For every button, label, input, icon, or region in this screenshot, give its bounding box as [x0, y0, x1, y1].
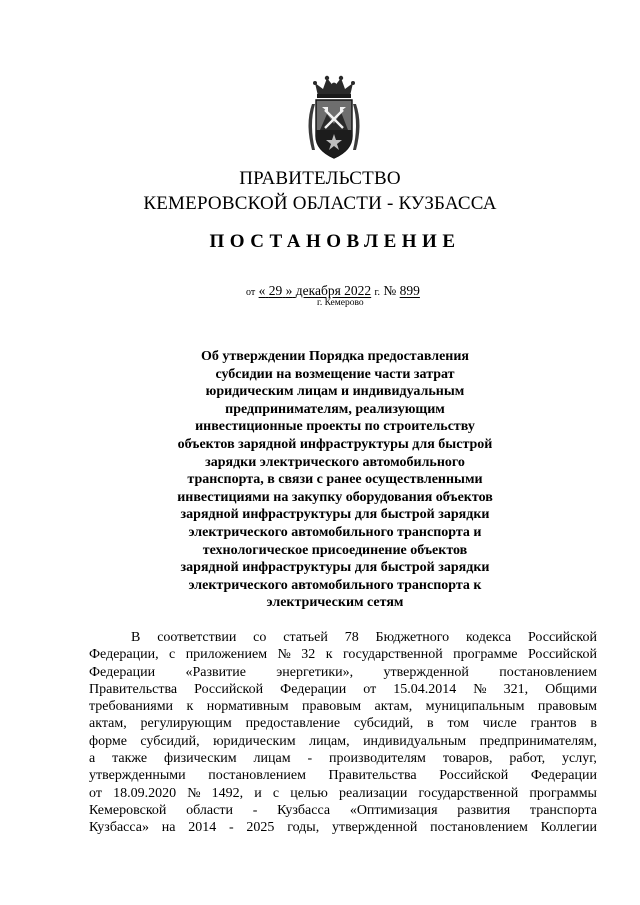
body-line — [89, 819, 597, 836]
body-line — [89, 750, 597, 767]
body-line — [89, 629, 597, 646]
body-word: Правительства — [328, 768, 417, 784]
body-word: и — [254, 785, 262, 801]
title-line: технологическое присоединение объектов — [202, 542, 468, 558]
body-word: 18.09.2020 — [113, 785, 177, 801]
body-word: статьей — [283, 630, 328, 645]
body-word: 321, — [503, 681, 529, 697]
body-word: постановлением — [208, 768, 306, 784]
body-word: субсидий, — [140, 733, 200, 749]
body-word: постановлением — [499, 664, 597, 680]
title-line: юридическим лицам и индивидуальным — [205, 384, 465, 400]
organization-name-line2: КЕМЕРОВСКОЙ ОБЛАСТИ - КУЗБАССА — [143, 193, 497, 214]
body-word: Коллегии — [540, 820, 597, 836]
shield-icon — [316, 100, 352, 158]
title-line: зарядки электрического автомобильного — [205, 454, 465, 470]
title-line: электрического автомобильного транспорта и — [188, 524, 482, 540]
body-word: от — [89, 785, 102, 801]
body-line — [89, 802, 597, 819]
body-word: правовым — [302, 699, 362, 715]
body-word: а — [89, 751, 96, 767]
body-word: Кузбасса» — [89, 820, 149, 836]
body-word: утвержденными — [89, 768, 186, 784]
body-word: транспорта — [529, 802, 597, 818]
body-word: работ, — [509, 751, 546, 767]
body-word: 1492, — [211, 785, 244, 801]
body-word: форме — [89, 733, 127, 749]
date-open-quote: « — [258, 283, 266, 298]
crown-icon — [313, 76, 355, 98]
body-word: постановлением — [430, 820, 528, 836]
body-line — [89, 767, 597, 784]
document-number: 899 — [399, 283, 420, 298]
body-word: В — [131, 630, 141, 645]
body-word: с — [169, 647, 176, 663]
body-word: Российской — [194, 681, 264, 697]
body-word: юридическим — [213, 733, 296, 749]
date-month-year: декабря 2022 — [295, 283, 372, 298]
body-line — [89, 715, 597, 732]
body-line — [89, 733, 597, 750]
body-word: в — [590, 716, 597, 732]
body-word: в — [427, 716, 434, 732]
body-word: на — [161, 820, 176, 836]
body-line — [89, 698, 597, 715]
body-word: государственной — [418, 785, 519, 801]
body-word: том — [447, 716, 469, 732]
document-type-heading: ПОСТАНОВЛЕНИЕ — [209, 231, 461, 252]
body-word: - — [252, 802, 258, 818]
body-word: Федерации — [89, 664, 156, 680]
body-word: 78 — [344, 630, 359, 645]
organization-name-line1: ПРАВИТЕЛЬСТВО — [239, 168, 401, 189]
body-word: № — [187, 785, 201, 801]
title-line: Об утверждении Порядка предоставления — [200, 349, 470, 364]
body-word: государственной — [342, 647, 443, 663]
body-word: «Развитие — [185, 664, 246, 680]
body-word: утвержденной — [331, 820, 418, 836]
body-word: предпринимателям, — [479, 733, 597, 749]
body-paragraph — [89, 629, 597, 837]
body-word: Федерации — [530, 768, 597, 784]
body-word: программе — [453, 647, 518, 663]
title-line: инвестициями на закупку оборудования объектов — [177, 489, 493, 505]
title-line: объектов зарядной инфраструктуры для быстрой — [177, 436, 493, 452]
title-line: зарядной инфраструктуры для быстрой зарядки — [180, 560, 490, 576]
body-word: программы — [529, 785, 597, 801]
body-word: услуг, — [562, 751, 597, 767]
document-title — [172, 348, 498, 612]
body-word: числе — [482, 716, 517, 732]
title-line: субсидии на возмещение части затрат — [215, 366, 455, 382]
body-word: Общими — [545, 681, 597, 697]
body-word: Федерации, — [89, 647, 159, 663]
body-word: утвержденной — [383, 664, 469, 680]
title-line: транспорта, в связи с ранее осуществленными — [187, 472, 483, 488]
body-word: Бюджетного — [375, 630, 450, 645]
body-word: субсидий, — [353, 716, 414, 732]
body-word: соответствии — [157, 630, 237, 645]
body-word: реализации — [338, 785, 408, 801]
date-year-suffix: г. — [374, 287, 381, 298]
body-word: приложением — [185, 647, 268, 663]
body-word: 15.04.2014 — [393, 681, 457, 697]
body-word: Кузбасса — [277, 802, 331, 818]
body-word: № — [277, 647, 291, 663]
title-line: предпринимателям, реализующим — [225, 401, 445, 417]
body-word: кодекса — [466, 630, 512, 645]
body-word: Кемеровской — [89, 802, 167, 818]
body-word: - — [307, 751, 313, 767]
title-line: электрическим сетям — [266, 595, 404, 611]
body-word: с — [272, 785, 280, 801]
body-word: Российской — [527, 647, 597, 663]
body-word: товаров, — [442, 751, 493, 767]
body-word: 2014 — [188, 820, 217, 836]
body-word: развития — [457, 802, 511, 818]
body-word: от — [363, 681, 377, 697]
body-word: к — [325, 647, 333, 663]
body-word: нормативным — [206, 699, 289, 715]
body-word: муниципальным — [425, 699, 525, 715]
body-word: лицам — [253, 751, 291, 767]
body-word: актам, — [374, 699, 413, 715]
date-number-line — [246, 283, 420, 299]
body-word: также — [112, 751, 148, 767]
body-word: лицам, — [309, 733, 350, 749]
body-word: регулирующим — [140, 716, 232, 732]
title-line: инвестиционные проекты по строительству — [195, 419, 475, 435]
body-word: № — [473, 681, 487, 697]
body-word: Федерации — [280, 681, 347, 697]
body-word: актам, — [89, 716, 127, 732]
date-close-quote: » — [285, 283, 293, 298]
body-word: Правительства — [89, 681, 178, 697]
title-line: зарядной инфраструктуры для быстрой зарядки — [180, 507, 490, 523]
body-line — [89, 681, 597, 698]
body-word: индивидуальным — [363, 733, 467, 749]
body-word: со — [253, 630, 267, 645]
body-word: «Оптимизация — [349, 802, 438, 818]
body-word: физическим — [164, 751, 237, 767]
body-word: производителям — [329, 751, 426, 767]
body-word: энергетики», — [276, 664, 354, 680]
body-word: требованиями — [89, 699, 174, 715]
body-word: области — [186, 802, 233, 818]
body-word: правовым — [537, 699, 597, 715]
body-word: 2025 — [246, 820, 275, 836]
body-word: предоставление — [245, 716, 341, 732]
body-word: Российской — [439, 768, 509, 784]
body-word: целью — [290, 785, 328, 801]
body-line — [89, 785, 597, 802]
body-word: годы, — [287, 820, 320, 836]
body-word: Российской — [527, 630, 597, 645]
date-day: 29 — [268, 283, 283, 298]
body-word: 32 — [301, 647, 316, 663]
title-line: электрического автомобильного транспорта к — [188, 577, 482, 593]
number-label: № — [383, 283, 397, 298]
body-line — [89, 664, 597, 681]
body-word: грантов — [530, 716, 577, 732]
date-prefix: от — [246, 287, 256, 298]
body-word: - — [228, 820, 234, 836]
kuzbass-coat-of-arms-emblem — [303, 74, 365, 162]
city-label: г. Кемерово — [317, 298, 364, 308]
body-line — [89, 646, 597, 663]
body-word: к — [186, 699, 194, 715]
